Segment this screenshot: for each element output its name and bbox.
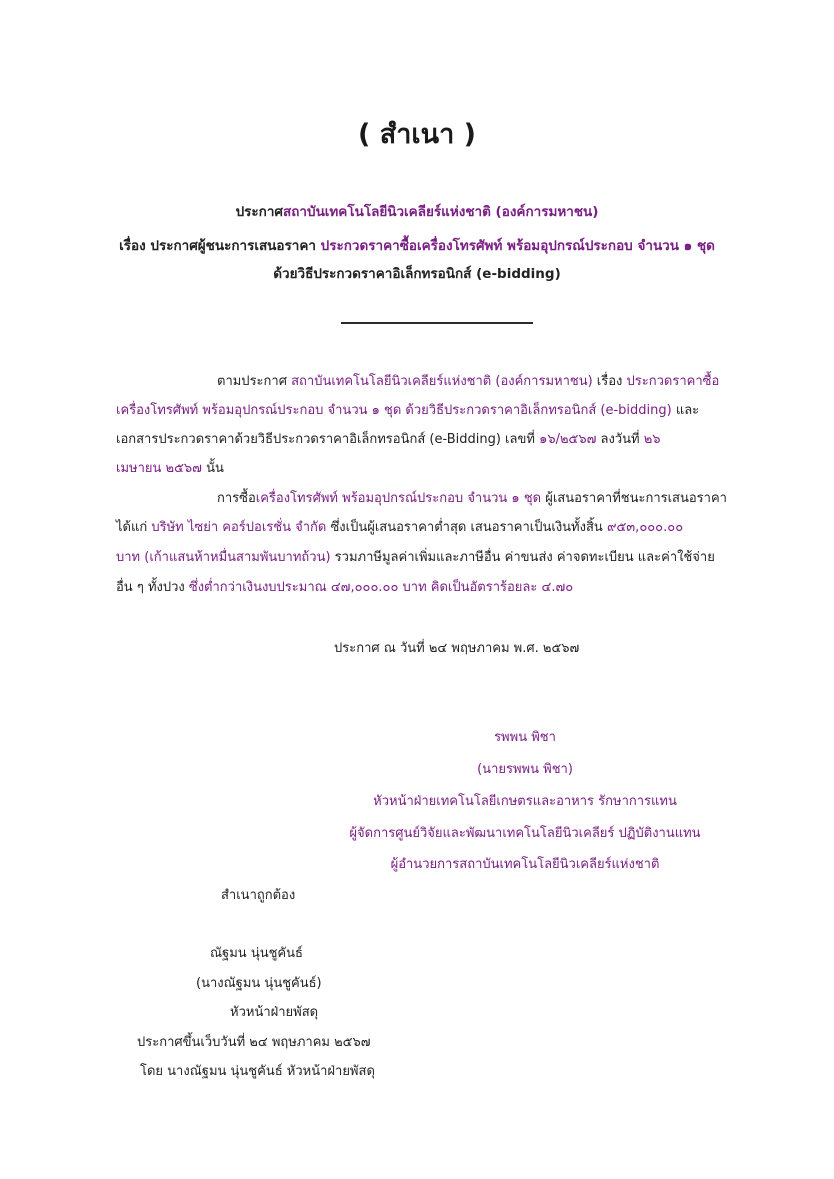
- signer-signature-name: รพพน พิชา: [494, 730, 556, 745]
- posted-by: โดย นางณัฐมน นุ่นชูคันธ์ หัวหน้าฝ่ายพัสดุ: [140, 1064, 375, 1079]
- paragraph-1-line-3: [116, 428, 661, 449]
- signer-position-2: ผู้จัดการศูนย์วิจัยและพัฒนาเทคโนโลยีนิวเคลียร์ ปฏิบัติงานแทน: [349, 826, 701, 841]
- header-line-3: ด้วยวิธีประกวดราคาอิเล็กทรอนิกส์ (e-bidding): [273, 266, 561, 282]
- certifier-signature-name: ณัฐมน นุ่นชูคันธ์: [210, 946, 303, 961]
- document-number: ๑๖/๒๕๖๗: [539, 432, 597, 447]
- header-line-1: [0, 200, 834, 222]
- web-posted-date: ประกาศขึ้นเว็บวันที่ ๒๔ พฤษภาคม ๒๕๖๗: [137, 1035, 371, 1050]
- document-day: ๒๖: [643, 432, 661, 447]
- paragraph-1-line-2: [116, 399, 699, 420]
- announcement-date: [334, 637, 579, 658]
- text-fragment: นั้น: [201, 461, 224, 476]
- text-fragment: ตามประกาศ: [217, 374, 292, 389]
- certified-copy-label: สำเนาถูกต้อง: [221, 888, 296, 903]
- announcement-date-text: ประกาศ ณ วันที่ ๒๔ พฤษภาคม พ.ศ. ๒๕๖๗: [334, 641, 580, 656]
- text-fragment: ผู้เสนอราคาที่ชนะการเสนอราคา: [541, 491, 727, 506]
- paragraph-1-line-1: [217, 370, 719, 391]
- text-fragment: การซื้อ: [217, 491, 256, 506]
- paragraph-2-line-4: [116, 576, 573, 597]
- text-fragment: และ: [671, 403, 700, 418]
- text-fragment: เอกสารประกวดราคาด้วยวิธีประกวดราคาอิเล็กทรอนิกส์ (e-Bidding) เลขที่: [116, 432, 540, 447]
- header-line-2: [0, 234, 834, 256]
- text-fragment: เรื่อง: [592, 374, 627, 389]
- bid-amount-text: บาท (เก้าแสนห้าหมื่นสามพันบาทถ้วน): [116, 550, 331, 565]
- stamp-title: ( สำเนา ): [358, 119, 476, 150]
- winner-company: บริษัท ไซย่า คอร์ปอเรชั่น จำกัด: [151, 520, 327, 535]
- bid-amount: ๙๕๓,๐๐๐.๐๐: [606, 520, 684, 535]
- paragraph-2-line-2: [116, 516, 683, 537]
- text-fragment: ซึ่งเป็นผู้เสนอราคาต่ำสุด เสนอราคาเป็นเงินทั้งสิ้น: [326, 520, 607, 535]
- subject-text: เครื่องโทรศัพท์ พร้อมอุปกรณ์ประกอบ จำนวน ๑ ชุด ด้วยวิธีประกวดราคาอิเล็กทรอนิกส์ (e-bidding): [116, 403, 672, 418]
- header-organization: สถาบันเทคโนโลยีนิวเคลียร์แห่งชาติ (องค์การมหาชน): [283, 204, 599, 220]
- signer-position-3: ผู้อำนวยการสถาบันเทคโนโลยีนิวเคลียร์แห่งชาติ: [390, 857, 660, 872]
- header-subject-prefix: เรื่อง ประกาศผู้ชนะการเสนอราคา: [119, 238, 321, 254]
- divider: [341, 322, 533, 324]
- purchase-item: เครื่องโทรศัพท์ พร้อมอุปกรณ์ประกอบ จำนวน ๑ ชุด: [255, 491, 542, 506]
- text-fragment: ได้แก่: [116, 520, 152, 535]
- paragraph-2-line-3: [116, 546, 715, 567]
- paragraph-2-line-1: [217, 487, 727, 508]
- text-fragment: รวมภาษีมูลค่าเพิ่มและภาษีอื่น ค่าขนส่ง ค่าจดทะเบียน และค่าใช้จ่าย: [330, 550, 715, 565]
- text-fragment: ลงวันที่: [596, 432, 644, 447]
- document-date: เมษายน ๒๕๖๗: [116, 461, 202, 476]
- organization-name: สถาบันเทคโนโลยีนิวเคลียร์แห่งชาติ (องค์การมหาชน): [291, 374, 593, 389]
- signer-position-1: หัวหน้าฝ่ายเทคโนโลยีเกษตรและอาหาร รักษาการแทน: [373, 794, 677, 809]
- paragraph-1-line-4: [116, 457, 224, 478]
- header-prefix: ประกาศ: [235, 204, 283, 220]
- header-subject: ประกวดราคาซื้อเครื่องโทรศัพท์ พร้อมอุปกรณ์ประกอบ จำนวน ๑ ชุด: [320, 238, 715, 254]
- signer-full-name: (นายรพพน พิชา): [477, 762, 573, 777]
- budget-comparison: ซึ่งต่ำกว่าเงินงบประมาณ ๔๗,๐๐๐.๐๐ บาท คิดเป็นอัตราร้อยละ ๔.๗๐: [188, 580, 574, 595]
- subject-text: ประกวดราคาซื้อ: [626, 374, 720, 389]
- certifier-position: หัวหน้าฝ่ายพัสดุ: [230, 1005, 319, 1020]
- certifier-full-name: (นางณัฐมน นุ่นชูคันธ์): [196, 976, 322, 991]
- text-fragment: อื่น ๆ ทั้งปวง: [116, 580, 189, 595]
